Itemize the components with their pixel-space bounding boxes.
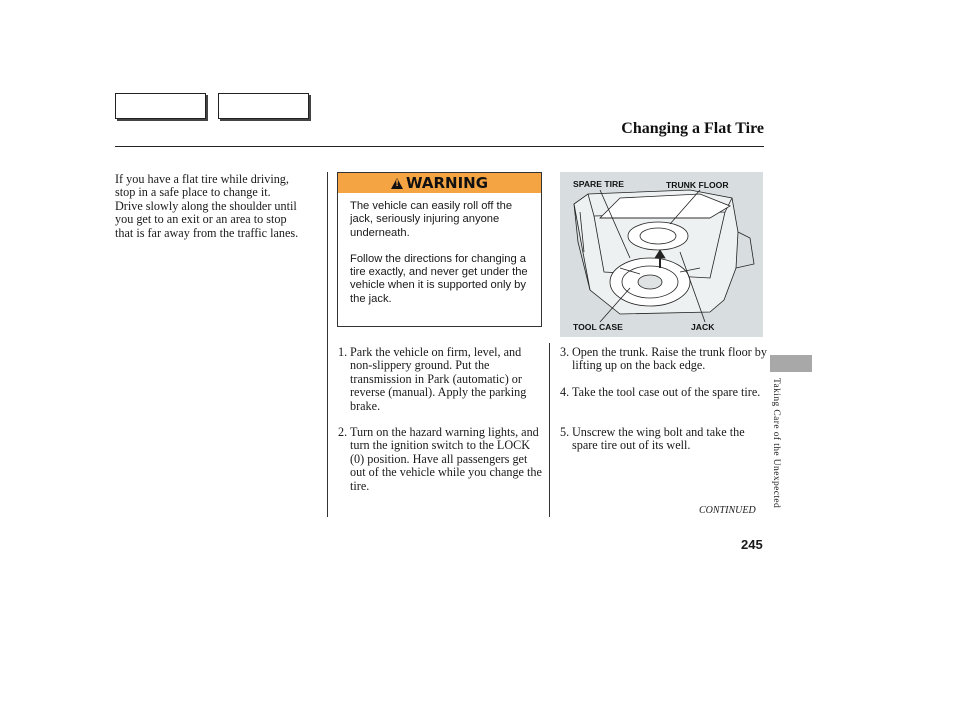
warning-triangle-icon <box>391 178 403 189</box>
section-tab <box>770 355 812 372</box>
label-spare-tire: SPARE TIRE <box>573 179 624 189</box>
step-text: Unscrew the wing bolt and take the spare tire out of its well. <box>572 425 745 453</box>
step-number: 3. <box>560 345 570 359</box>
label-trunk-floor: TRUNK FLOOR <box>666 180 729 190</box>
label-tool-case: TOOL CASE <box>573 322 623 332</box>
step-2 <box>338 426 544 493</box>
label-jack: JACK <box>691 322 715 332</box>
intro-text <box>115 173 325 240</box>
warning-heading: WARNING <box>405 174 489 192</box>
nav-box-index[interactable] <box>218 93 309 119</box>
step-text: Take the tool case out of the spare tire. <box>572 385 761 399</box>
intro-line: stop in a safe place to change it. <box>115 185 271 200</box>
step-number: 2. <box>338 425 348 439</box>
step-3 <box>560 346 768 373</box>
nav-box-contents[interactable] <box>115 93 206 119</box>
intro-line: you get to an exit or an area to stop <box>115 212 287 227</box>
step-text: Turn on the hazard warning lights, and turn the ignition switch to the LOCK (0) position. Have all passengers get out of the vehicle while you change the tire. <box>350 425 542 493</box>
continued-label: CONTINUED <box>699 505 756 516</box>
step-1 <box>338 346 544 413</box>
step-5 <box>560 426 768 453</box>
warning-para-1: The vehicle can easily roll off the jack, seriously injuring anyone underneath. <box>350 200 513 239</box>
intro-line: that is far away from the traffic lanes. <box>115 225 299 240</box>
trunk-drawing <box>560 172 763 337</box>
step-text: Open the trunk. Raise the trunk floor by lifting up on the back edge. <box>572 345 767 373</box>
page-title: Changing a Flat Tire <box>621 120 764 137</box>
step-number: 1. <box>338 345 348 359</box>
title-rule <box>115 146 764 147</box>
warning-header <box>338 173 541 193</box>
column-divider-left <box>327 172 328 517</box>
page-number: 245 <box>741 537 763 552</box>
intro-line: If you have a flat tire while driving, <box>115 172 289 186</box>
step-number: 5. <box>560 425 570 439</box>
step-number: 4. <box>560 385 570 399</box>
warning-para-2: Follow the directions for changing a tire exactly, and never get under the vehicle when it is supported only by the jack. <box>350 252 528 305</box>
column-divider-right <box>549 343 550 517</box>
warning-box <box>337 172 542 327</box>
section-title: Taking Care of the Unexpected <box>771 378 781 509</box>
step-4 <box>560 386 768 399</box>
warning-body <box>338 193 541 306</box>
intro-line: Drive slowly along the shoulder until <box>115 198 297 213</box>
step-text: Park the vehicle on firm, level, and non-slippery ground. Put the transmission in Park (automatic) or reverse (manual). Apply the parking brake. <box>350 345 527 413</box>
trunk-illustration <box>560 172 763 337</box>
